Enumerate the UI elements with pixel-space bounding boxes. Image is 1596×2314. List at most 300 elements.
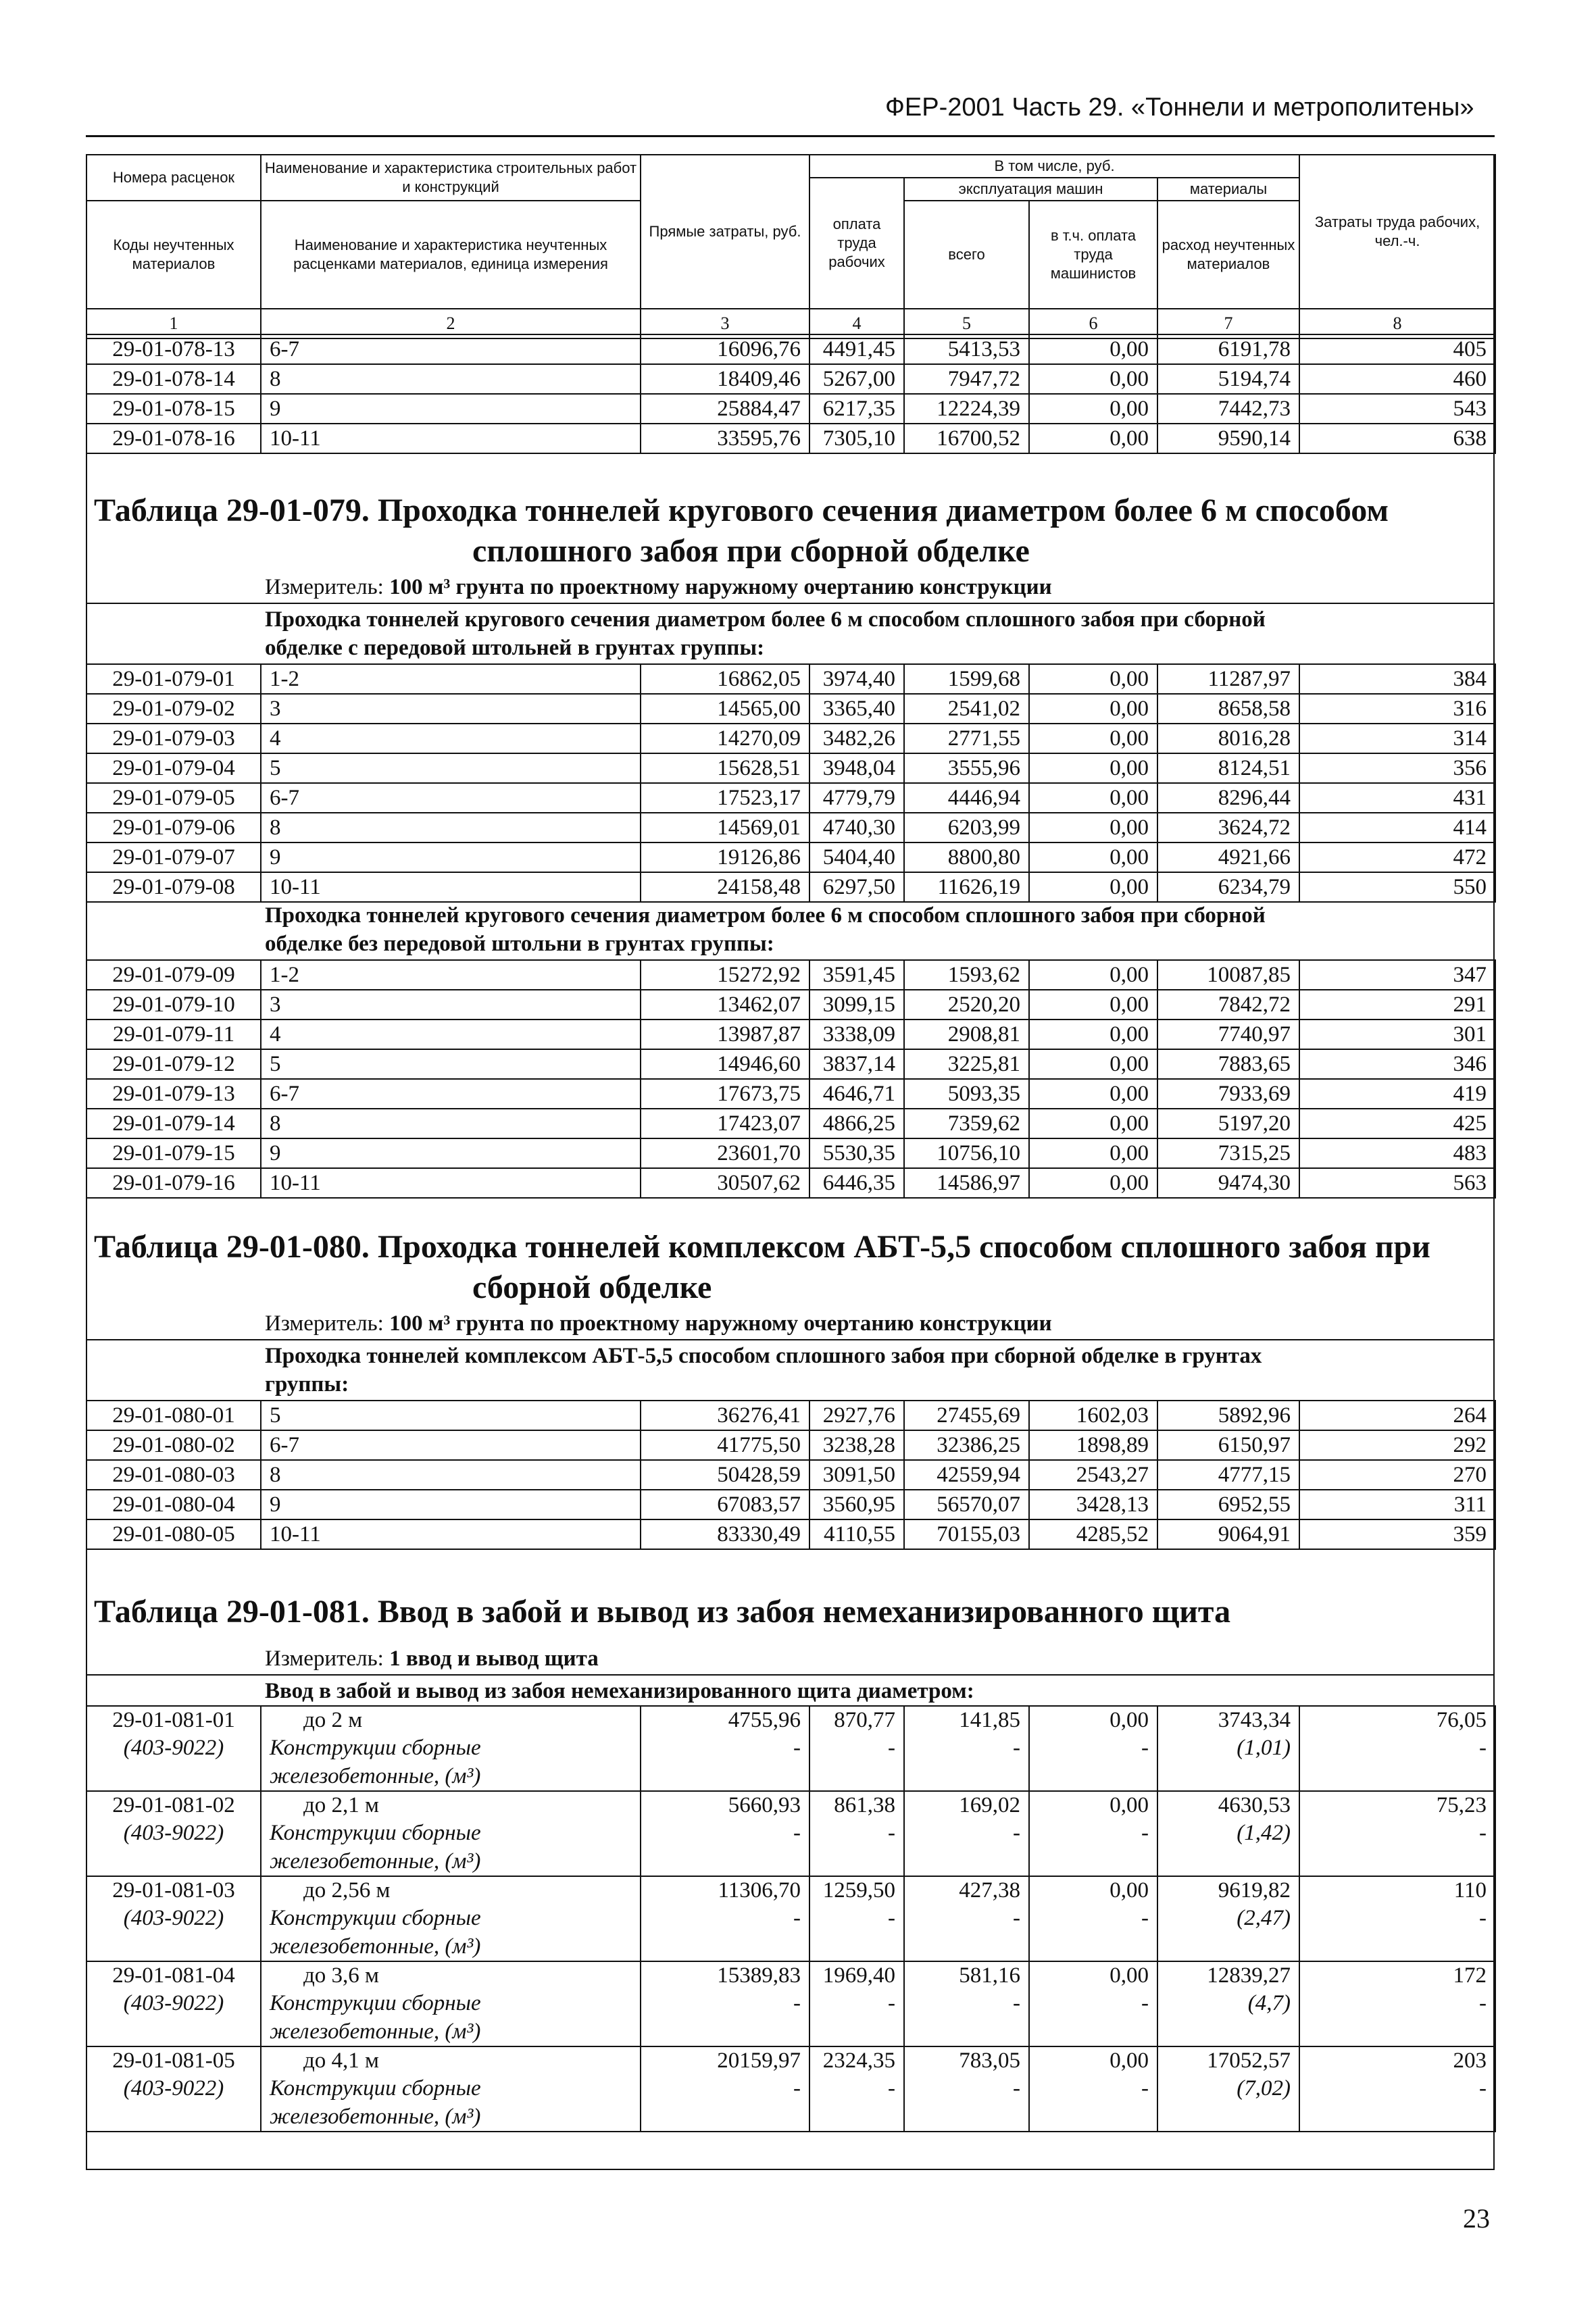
rate-value: 11306,70 xyxy=(641,1876,809,1905)
rate-value: 5197,20 xyxy=(1157,1109,1299,1138)
rate-value: 10087,85 xyxy=(1157,960,1299,990)
header-including: В том числе, руб. xyxy=(809,155,1299,178)
rate-value: 13987,87 xyxy=(641,1020,809,1049)
rate-value: 0,00 xyxy=(1029,334,1157,364)
dash-value: - xyxy=(904,1905,1029,1933)
rate-value: 7883,65 xyxy=(1157,1049,1299,1079)
empty-cell xyxy=(1299,1763,1495,1791)
rate-value: 6191,78 xyxy=(1157,334,1299,364)
rate-value: 2324,35 xyxy=(809,2046,904,2075)
rate-value: 32386,25 xyxy=(904,1430,1029,1460)
table-078-rows xyxy=(86,334,1496,454)
rate-name: 5 xyxy=(261,1049,641,1079)
material-name: Конструкции сборные xyxy=(261,1990,641,2018)
rate-value: 15272,92 xyxy=(641,960,809,990)
table-row xyxy=(86,872,1495,902)
rate-value: 1599,68 xyxy=(904,664,1029,694)
rate-value: 6234,79 xyxy=(1157,872,1299,902)
rate-value: 17052,57 xyxy=(1157,2046,1299,2075)
rate-value: 0,00 xyxy=(1029,1138,1157,1168)
rate-name: 1-2 xyxy=(261,664,641,694)
dash-value: - xyxy=(1029,1990,1157,2018)
table-081-measure xyxy=(265,1644,599,1673)
rate-value: 0,00 xyxy=(1029,1049,1157,1079)
material-quantity: (4,7) xyxy=(1157,1990,1299,2018)
running-header: ФЕР-2001 Часть 29. «Тоннели и метрополитены» xyxy=(885,93,1474,122)
rate-value: 3624,72 xyxy=(1157,813,1299,842)
rate-value: 0,00 xyxy=(1029,694,1157,724)
rate-name: 6-7 xyxy=(261,1430,641,1460)
dash-value: - xyxy=(641,1990,809,2018)
rate-value: 563 xyxy=(1299,1168,1495,1198)
group-line: Проходка тоннелей комплексом АБТ-5,5 способом сплошного забоя при сборной обделке в грунтах xyxy=(265,1344,1262,1368)
rate-value: 0,00 xyxy=(1029,960,1157,990)
empty-cell xyxy=(904,1763,1029,1791)
measure-text: 100 м³ грунта по проектному наружному очертанию конструкции xyxy=(389,1311,1052,1336)
rate-name: 5 xyxy=(261,753,641,783)
rate-value: 67083,57 xyxy=(641,1490,809,1519)
rate-value: 2520,20 xyxy=(904,990,1029,1020)
rate-value: 3743,34 xyxy=(1157,1706,1299,1734)
rate-value: 460 xyxy=(1299,364,1495,394)
dash-value: - xyxy=(1299,1905,1495,1933)
rate-value: 15628,51 xyxy=(641,753,809,783)
rate-code: 29-01-079-04 xyxy=(86,753,261,783)
rate-value: 1602,03 xyxy=(1029,1401,1157,1430)
empty-cell xyxy=(641,1933,809,1961)
rate-value: 0,00 xyxy=(1029,872,1157,902)
rate-name: 5 xyxy=(261,1401,641,1430)
header-direct-costs: Прямые затраты, руб. xyxy=(641,155,809,309)
rate-value: 4110,55 xyxy=(809,1519,904,1549)
rate-value: 42559,94 xyxy=(904,1460,1029,1490)
rate-value: 19126,86 xyxy=(641,842,809,872)
rate-value: 141,85 xyxy=(904,1706,1029,1734)
rate-value: 3555,96 xyxy=(904,753,1029,783)
header-materials: материалы xyxy=(1157,178,1299,201)
rate-value: 5404,40 xyxy=(809,842,904,872)
rate-value: 172 xyxy=(1299,1961,1495,1990)
dash-value: - xyxy=(809,2075,904,2103)
group-line: Проходка тоннелей кругового сечения диаметром более 6 м способом сплошного забоя при сборной xyxy=(265,607,1266,632)
rate-code: 29-01-078-16 xyxy=(86,424,261,453)
rate-value: 4491,45 xyxy=(809,334,904,364)
col-number: 7 xyxy=(1157,309,1299,338)
rate-name: 4 xyxy=(261,724,641,753)
table-row xyxy=(86,1049,1495,1079)
rate-value: 30507,62 xyxy=(641,1168,809,1198)
rate-value: 0,00 xyxy=(1029,990,1157,1020)
rate-value: 6446,35 xyxy=(809,1168,904,1198)
material-unit: железобетонные, (м³) xyxy=(261,1933,641,1961)
rate-value: 24158,48 xyxy=(641,872,809,902)
rate-value: 483 xyxy=(1299,1138,1495,1168)
rate-value: 14586,97 xyxy=(904,1168,1029,1198)
rate-value: 3428,13 xyxy=(1029,1490,1157,1519)
table-081-title-line1: Ввод в забой и вывод из забоя немеханизированного щита xyxy=(377,1594,1231,1630)
measure-text: 1 ввод и вывод щита xyxy=(389,1646,599,1671)
rate-value: 3482,26 xyxy=(809,724,904,753)
empty-cell xyxy=(86,2103,261,2132)
table-row-material xyxy=(86,1734,1495,1763)
rate-code: 29-01-079-01 xyxy=(86,664,261,694)
rate-value: 291 xyxy=(1299,990,1495,1020)
rate-value: 0,00 xyxy=(1029,424,1157,453)
rate-value: 11287,97 xyxy=(1157,664,1299,694)
empty-cell xyxy=(1157,2103,1299,2132)
rate-value: 4740,30 xyxy=(809,813,904,842)
rate-value: 3837,14 xyxy=(809,1049,904,1079)
rate-value: 0,00 xyxy=(1029,753,1157,783)
dash-value: - xyxy=(641,1819,809,1848)
rate-value: 581,16 xyxy=(904,1961,1029,1990)
rate-code: 29-01-081-01 xyxy=(86,1706,261,1734)
rate-value: 3099,15 xyxy=(809,990,904,1020)
rate-code: 29-01-079-16 xyxy=(86,1168,261,1198)
rate-value: 6952,55 xyxy=(1157,1490,1299,1519)
rate-value: 10756,10 xyxy=(904,1138,1029,1168)
rate-value: 7442,73 xyxy=(1157,394,1299,424)
material-code: (403-9022) xyxy=(86,2075,261,2103)
empty-cell xyxy=(641,1848,809,1876)
rate-value: 2771,55 xyxy=(904,724,1029,753)
table-row xyxy=(86,1109,1495,1138)
table-row-material xyxy=(86,1990,1495,2018)
rate-value: 17523,17 xyxy=(641,783,809,813)
rate-value: 5413,53 xyxy=(904,334,1029,364)
rate-value: 431 xyxy=(1299,783,1495,813)
rate-name: до 3,6 м xyxy=(261,1961,641,1990)
rate-value: 861,38 xyxy=(809,1791,904,1819)
rate-value: 8124,51 xyxy=(1157,753,1299,783)
col-number: 8 xyxy=(1299,309,1495,338)
col-number: 2 xyxy=(261,309,641,338)
table-row-material-unit xyxy=(86,2103,1495,2132)
rate-value: 25884,47 xyxy=(641,394,809,424)
rate-value: 5530,35 xyxy=(809,1138,904,1168)
rate-value: 36276,41 xyxy=(641,1401,809,1430)
rate-value: 419 xyxy=(1299,1079,1495,1109)
rate-value: 14946,60 xyxy=(641,1049,809,1079)
rate-value: 169,02 xyxy=(904,1791,1029,1819)
table-079-group2 xyxy=(265,901,1488,958)
rate-value: 7305,10 xyxy=(809,424,904,453)
dash-value: - xyxy=(1299,2075,1495,2103)
rate-value: 4921,66 xyxy=(1157,842,1299,872)
rate-value: 405 xyxy=(1299,334,1495,364)
table-row-material xyxy=(86,1819,1495,1848)
rate-value: 110 xyxy=(1299,1876,1495,1905)
header-machines: эксплуатация машин xyxy=(904,178,1157,201)
rate-value: 427,38 xyxy=(904,1876,1029,1905)
rate-value: 0,00 xyxy=(1029,1109,1157,1138)
empty-cell xyxy=(641,2018,809,2046)
rate-value: 311 xyxy=(1299,1490,1495,1519)
rate-name: 9 xyxy=(261,394,641,424)
group-line: обделке без передовой штольни в грунтах группы: xyxy=(265,932,774,956)
rate-value: 301 xyxy=(1299,1020,1495,1049)
table-row xyxy=(86,1706,1495,1734)
rate-code: 29-01-079-02 xyxy=(86,694,261,724)
rate-code: 29-01-079-15 xyxy=(86,1138,261,1168)
rate-code: 29-01-079-06 xyxy=(86,813,261,842)
table-row xyxy=(86,1791,1495,1819)
rate-name: 9 xyxy=(261,1138,641,1168)
table-row xyxy=(86,813,1495,842)
rate-value: 3338,09 xyxy=(809,1020,904,1049)
rate-value: 5194,74 xyxy=(1157,364,1299,394)
rate-value: 41775,50 xyxy=(641,1430,809,1460)
rate-value: 0,00 xyxy=(1029,2046,1157,2075)
rate-value: 4755,96 xyxy=(641,1706,809,1734)
dash-value: - xyxy=(809,1819,904,1848)
material-code: (403-9022) xyxy=(86,1819,261,1848)
rate-code: 29-01-078-13 xyxy=(86,334,261,364)
table-row-material xyxy=(86,1905,1495,1933)
table-row xyxy=(86,424,1495,453)
dash-value: - xyxy=(641,1905,809,1933)
table-081-number: Таблица 29-01-081. xyxy=(94,1594,370,1630)
empty-cell xyxy=(809,1763,904,1791)
rate-value: 13462,07 xyxy=(641,990,809,1020)
dash-value: - xyxy=(641,1734,809,1763)
dash-value: - xyxy=(1299,1990,1495,2018)
rate-value: 0,00 xyxy=(1029,1706,1157,1734)
measure-label: Измеритель: xyxy=(265,1311,384,1336)
table-080-measure xyxy=(265,1309,1052,1338)
empty-cell xyxy=(904,1848,1029,1876)
rate-value: 0,00 xyxy=(1029,394,1157,424)
col-number: 1 xyxy=(86,309,261,338)
rate-value: 5892,96 xyxy=(1157,1401,1299,1430)
rate-value: 50428,59 xyxy=(641,1460,809,1490)
table-079-title xyxy=(86,491,1495,572)
table-row xyxy=(86,960,1495,990)
header-machines-total: всего xyxy=(904,201,1029,309)
rate-value: 384 xyxy=(1299,664,1495,694)
table-row xyxy=(86,1876,1495,1905)
table-080-number: Таблица 29-01-080. xyxy=(94,1229,370,1265)
dash-value: - xyxy=(1029,2075,1157,2103)
rate-value: 2543,27 xyxy=(1029,1460,1157,1490)
rate-code: 29-01-080-05 xyxy=(86,1519,261,1549)
rate-name: 9 xyxy=(261,842,641,872)
rate-name: 4 xyxy=(261,1020,641,1049)
rate-value: 270 xyxy=(1299,1460,1495,1490)
rate-value: 20159,97 xyxy=(641,2046,809,2075)
table-row xyxy=(86,394,1495,424)
rate-code: 29-01-080-02 xyxy=(86,1430,261,1460)
table-079-measure xyxy=(265,573,1052,601)
rate-value: 7933,69 xyxy=(1157,1079,1299,1109)
rate-value: 0,00 xyxy=(1029,1791,1157,1819)
material-code: (403-9022) xyxy=(86,1734,261,1763)
table-079-group1 xyxy=(265,605,1488,662)
dash-value: - xyxy=(904,2075,1029,2103)
rate-value: 1898,89 xyxy=(1029,1430,1157,1460)
rate-value: 3238,28 xyxy=(809,1430,904,1460)
rate-value: 4446,94 xyxy=(904,783,1029,813)
material-name: Конструкции сборные xyxy=(261,1819,641,1848)
table-row xyxy=(86,694,1495,724)
table-row xyxy=(86,1079,1495,1109)
table-row xyxy=(86,1519,1495,1549)
rate-value: 14270,09 xyxy=(641,724,809,753)
table-row xyxy=(86,724,1495,753)
rate-value: 15389,83 xyxy=(641,1961,809,1990)
table-row xyxy=(86,334,1495,364)
material-quantity: (1,42) xyxy=(1157,1819,1299,1848)
rate-name: 3 xyxy=(261,990,641,1020)
table-081-group xyxy=(265,1677,1488,1705)
rate-value: 4285,52 xyxy=(1029,1519,1157,1549)
rate-name: 8 xyxy=(261,364,641,394)
rate-value: 3091,50 xyxy=(809,1460,904,1490)
table-080-title-line2: сборной обделке xyxy=(472,1269,712,1305)
rate-code: 29-01-080-04 xyxy=(86,1490,261,1519)
material-unit: железобетонные, (м³) xyxy=(261,1848,641,1876)
rate-value: 2908,81 xyxy=(904,1020,1029,1049)
group-line: Ввод в забой и вывод из забоя немеханизированного щита диаметром: xyxy=(265,1679,974,1703)
empty-cell xyxy=(86,1763,261,1791)
rate-code: 29-01-081-02 xyxy=(86,1791,261,1819)
dash-value: - xyxy=(1029,1905,1157,1933)
rate-name: 8 xyxy=(261,813,641,842)
material-name: Конструкции сборные xyxy=(261,1734,641,1763)
rate-code: 29-01-081-05 xyxy=(86,2046,261,2075)
rate-value: 4646,71 xyxy=(809,1079,904,1109)
rate-value: 0,00 xyxy=(1029,1020,1157,1049)
rate-value: 6297,50 xyxy=(809,872,904,902)
rate-value: 264 xyxy=(1299,1401,1495,1430)
table-row xyxy=(86,1168,1495,1198)
table-row-material-unit xyxy=(86,1933,1495,1961)
rate-value: 783,05 xyxy=(904,2046,1029,2075)
rate-value: 76,05 xyxy=(1299,1706,1495,1734)
rate-code: 29-01-079-05 xyxy=(86,783,261,813)
rate-name: 9 xyxy=(261,1490,641,1519)
rate-name: 8 xyxy=(261,1109,641,1138)
header-names: Наименование и характеристика строительных работ и конструкций xyxy=(261,155,641,201)
rate-value: 543 xyxy=(1299,394,1495,424)
col-number: 5 xyxy=(904,309,1029,338)
rate-name: 10-11 xyxy=(261,1168,641,1198)
table-row xyxy=(86,364,1495,394)
material-unit: железобетонные, (м³) xyxy=(261,2103,641,2132)
dash-value: - xyxy=(809,1734,904,1763)
rate-code: 29-01-081-03 xyxy=(86,1876,261,1905)
table-080-title-line1: Проходка тоннелей комплексом АБТ-5,5 способом сплошного забоя при xyxy=(377,1229,1430,1265)
table-row-material xyxy=(86,2075,1495,2103)
rate-value: 9474,30 xyxy=(1157,1168,1299,1198)
rate-value: 3974,40 xyxy=(809,664,904,694)
rule xyxy=(86,603,1495,604)
rate-name: 6-7 xyxy=(261,1079,641,1109)
rate-value: 4777,15 xyxy=(1157,1460,1299,1490)
rate-value: 5093,35 xyxy=(904,1079,1029,1109)
rate-code: 29-01-079-13 xyxy=(86,1079,261,1109)
table-row xyxy=(86,1460,1495,1490)
table-080-title xyxy=(86,1227,1495,1308)
rate-name: 3 xyxy=(261,694,641,724)
material-name: Конструкции сборные xyxy=(261,2075,641,2103)
rate-value: 5660,93 xyxy=(641,1791,809,1819)
rate-value: 23601,70 xyxy=(641,1138,809,1168)
rate-name: 6-7 xyxy=(261,783,641,813)
rate-value: 7947,72 xyxy=(904,364,1029,394)
rate-value: 7740,97 xyxy=(1157,1020,1299,1049)
rate-name: 10-11 xyxy=(261,1519,641,1549)
group-line: Проходка тоннелей кругового сечения диаметром более 6 м способом сплошного забоя при сборной xyxy=(265,903,1266,928)
rate-code: 29-01-079-08 xyxy=(86,872,261,902)
rate-value: 359 xyxy=(1299,1519,1495,1549)
rate-value: 11626,19 xyxy=(904,872,1029,902)
rate-value: 314 xyxy=(1299,724,1495,753)
table-row xyxy=(86,2046,1495,2075)
rate-name: 10-11 xyxy=(261,424,641,453)
rate-value: 638 xyxy=(1299,424,1495,453)
page-number: 23 xyxy=(1463,2203,1490,2234)
rate-value: 12839,27 xyxy=(1157,1961,1299,1990)
header-unaccounted-names: Наименование и характеристика неучтенных расценками материалов, единица измерения xyxy=(261,201,641,309)
rate-value: 472 xyxy=(1299,842,1495,872)
rate-value: 2927,76 xyxy=(809,1401,904,1430)
rate-code: 29-01-080-03 xyxy=(86,1460,261,1490)
rate-name: 10-11 xyxy=(261,872,641,902)
table-row-material-unit xyxy=(86,2018,1495,2046)
rate-value: 4630,53 xyxy=(1157,1791,1299,1819)
rate-name: 6-7 xyxy=(261,334,641,364)
empty-cell xyxy=(1029,1848,1157,1876)
rate-code: 29-01-079-09 xyxy=(86,960,261,990)
rule xyxy=(86,1674,1495,1676)
rate-value: 17423,07 xyxy=(641,1109,809,1138)
group-line: группы: xyxy=(265,1372,349,1397)
rate-name: до 2,56 м xyxy=(261,1876,641,1905)
col-number: 3 xyxy=(641,309,809,338)
empty-cell xyxy=(1157,1848,1299,1876)
empty-cell xyxy=(1157,2018,1299,2046)
header-unaccounted-materials: расход неучтенных материалов xyxy=(1157,201,1299,309)
rate-value: 83330,49 xyxy=(641,1519,809,1549)
rate-value: 2541,02 xyxy=(904,694,1029,724)
rate-code: 29-01-079-07 xyxy=(86,842,261,872)
rate-code: 29-01-078-14 xyxy=(86,364,261,394)
rate-value: 870,77 xyxy=(809,1706,904,1734)
rate-value: 550 xyxy=(1299,872,1495,902)
table-079-rows-1 xyxy=(86,663,1496,903)
empty-cell xyxy=(1029,1763,1157,1791)
rate-name: до 2,1 м xyxy=(261,1791,641,1819)
rate-value: 1259,50 xyxy=(809,1876,904,1905)
rate-value: 425 xyxy=(1299,1109,1495,1138)
empty-cell xyxy=(86,1848,261,1876)
table-row xyxy=(86,1020,1495,1049)
rate-value: 8800,80 xyxy=(904,842,1029,872)
table-row xyxy=(86,783,1495,813)
rate-value: 346 xyxy=(1299,1049,1495,1079)
rate-value: 56570,07 xyxy=(904,1490,1029,1519)
rate-code: 29-01-078-15 xyxy=(86,394,261,424)
table-080-rows xyxy=(86,1400,1496,1550)
rate-value: 33595,76 xyxy=(641,424,809,453)
measure-label: Измеритель: xyxy=(265,575,384,599)
rate-value: 0,00 xyxy=(1029,664,1157,694)
material-name: Конструкции сборные xyxy=(261,1905,641,1933)
group-line: обделке с передовой штольней в грунтах группы: xyxy=(265,636,765,660)
rate-value: 18409,46 xyxy=(641,364,809,394)
empty-cell xyxy=(1299,2103,1495,2132)
